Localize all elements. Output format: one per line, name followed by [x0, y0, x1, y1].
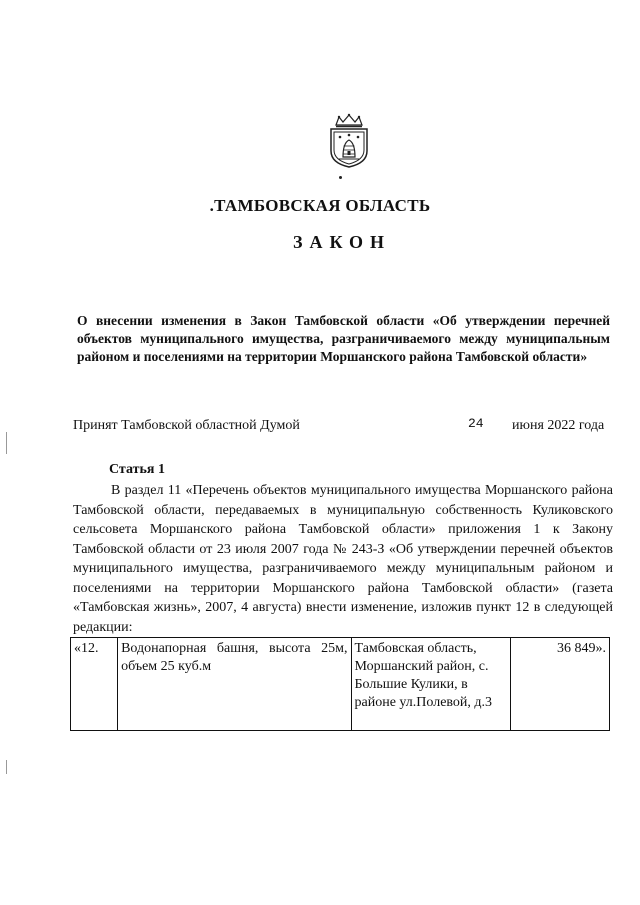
object-name: Водонапорная башня, высота 25м, объем 25 куб.м	[118, 638, 351, 731]
table-row	[71, 638, 610, 731]
article-body	[73, 481, 613, 637]
law-title: О внесении изменения в Закон Тамбовской области «Об утверждении перечней объектов муниципального имущества, разграничиваемого между муниципальным районом и поселениями на территории Моршанского района Тамбовской области»	[77, 313, 610, 364]
scan-artifact	[6, 432, 7, 454]
object-address: Тамбовская область, Моршанский район, с. Большие Кулики, в районе ул.Полевой, д.3	[351, 638, 510, 731]
region-heading: .ТАМБОВСКАЯ ОБЛАСТЬ	[209, 196, 431, 215]
object-value: 36 849».	[510, 638, 609, 731]
article-heading: Статья 1	[109, 462, 165, 477]
tambov-coat-of-arms-icon	[324, 113, 374, 169]
item-number: «12.	[71, 638, 118, 731]
adoption-label: Принят Тамбовской областной Думой	[73, 418, 300, 433]
article-text: В раздел 11 «Перечень объектов муниципального имущества Моршанского района Тамбовской области, передаваемых в муниципальную собственность Куликовского сельсовета Моршанского района Тамбовской области» приложения 1 к Закону Тамбовской области от 23 июля 2007 года № 243-З «Об утверждении перечней объектов муниципального имущества, разграничиваемого между муниципальным районом и поселениями на территории Моршанского района Тамбовской области» (газета «Тамбовская жизнь», 2007, 4 августа) внести изменение, изложив пункт 12 в следующей редакции:	[73, 483, 613, 635]
adoption-date: июня 2022 года	[512, 418, 605, 433]
adoption-day: 24	[468, 416, 484, 431]
amendment-table	[70, 637, 610, 731]
document-type: ЗАКОН	[292, 232, 392, 252]
scan-artifact	[6, 760, 7, 774]
scan-dot	[339, 176, 342, 179]
